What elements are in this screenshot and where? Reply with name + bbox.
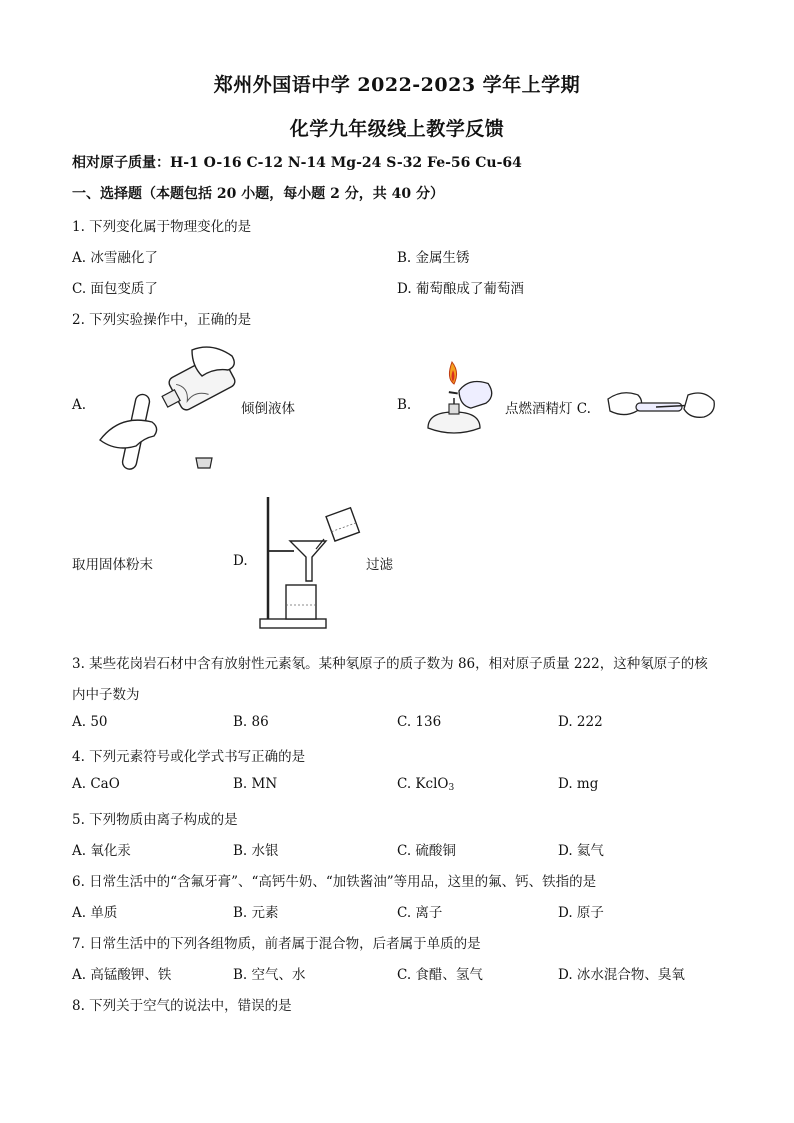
question-4-option-b: B. MN — [233, 776, 278, 792]
question-2-option-b-label: B. — [397, 397, 412, 413]
question-1-option-d: D. 葡萄酿成了葡萄酒 — [397, 281, 524, 297]
exam-title-line2: 化学九年级线上教学反馈 — [289, 118, 505, 140]
question-6-option-a: A. 单质 — [72, 905, 118, 921]
question-2-option-a-text: 倾倒液体 — [241, 401, 295, 417]
question-2-option-d-text: 过滤 — [366, 557, 393, 573]
question-2-option-d-label: D. — [233, 553, 248, 569]
question-5-option-b: B. 水银 — [233, 843, 279, 859]
question-2-option-a-label: A. — [72, 397, 87, 413]
take-powder-figure — [604, 385, 718, 429]
question-4-option-d: D. mg — [558, 776, 599, 792]
question-5-stem: 5. 下列物质由离子构成的是 — [72, 812, 238, 828]
question-7-option-d: D. 冰水混合物、臭氧 — [558, 967, 685, 983]
question-2-option-c-text: 取用固体粉末 — [72, 557, 153, 573]
exam-title-line1: 郑州外国语中学 2022-2023 学年上学期 — [213, 74, 581, 96]
section-heading: 一、选择题（本题包括 20 小题，每小题 2 分，共 40 分） — [72, 186, 444, 202]
question-5-option-c: C. 硫酸铜 — [397, 843, 456, 859]
question-3-stem-line1: 3. 某些花岗岩石材中含有放射性元素氡。某种氡原子的质子数为 86，相对原子质量 222，这种氡原子的核 — [72, 656, 708, 672]
question-4-option-c — [397, 776, 454, 793]
question-5-option-d: D. 氦气 — [558, 843, 604, 859]
question-2-stem: 2. 下列实验操作中，正确的是 — [72, 312, 252, 328]
question-1-stem: 1. 下列变化属于物理变化的是 — [72, 219, 252, 235]
question-1-option-a: A. 冰雪融化了 — [72, 250, 158, 266]
light-alcohol-lamp-figure — [416, 358, 502, 446]
question-3-option-b: B. 86 — [233, 714, 269, 730]
question-6-option-b: B. 元素 — [233, 905, 279, 921]
question-3-option-a: A. 50 — [72, 714, 108, 730]
question-3-option-d: D. 222 — [558, 714, 603, 730]
question-7-stem: 7. 日常生活中的下列各组物质，前者属于混合物，后者属于单质的是 — [72, 936, 481, 952]
question-3-option-c: C. 136 — [397, 714, 442, 730]
pour-liquid-figure — [92, 342, 242, 477]
question-5-option-a: A. 氧化汞 — [72, 843, 131, 859]
filtration-figure — [256, 491, 366, 633]
atomic-masses: 相对原子质量：H-1 O-16 C-12 N-14 Mg-24 S-32 Fe-56 Cu-64 — [72, 155, 522, 171]
question-6-stem: 6. 日常生活中的“含氟牙膏”、“高钙牛奶、“加铁酱油”等用品，这里的氟、钙、铁指的是 — [72, 874, 597, 890]
question-6-option-d: D. 原子 — [558, 905, 604, 921]
question-4-option-c-text: C. KclO — [397, 776, 449, 792]
question-8-stem: 8. 下列关于空气的说法中，错误的是 — [72, 998, 292, 1014]
question-4-option-a: A. CaO — [72, 776, 120, 792]
question-7-option-c: C. 食醋、氢气 — [397, 967, 483, 983]
question-7-option-a: A. 高锰酸钾、铁 — [72, 967, 172, 983]
question-4-option-c-subscript: 3 — [448, 783, 455, 793]
question-1-option-b: B. 金属生锈 — [397, 250, 470, 266]
question-6-option-c: C. 离子 — [397, 905, 443, 921]
question-2-option-b-text: 点燃酒精灯 C. — [505, 401, 591, 417]
question-1-option-c: C. 面包变质了 — [72, 281, 158, 297]
question-4-stem: 4. 下列元素符号或化学式书写正确的是 — [72, 749, 306, 765]
question-3-stem-line2: 内中子数为 — [72, 687, 140, 703]
question-7-option-b: B. 空气、水 — [233, 967, 306, 983]
